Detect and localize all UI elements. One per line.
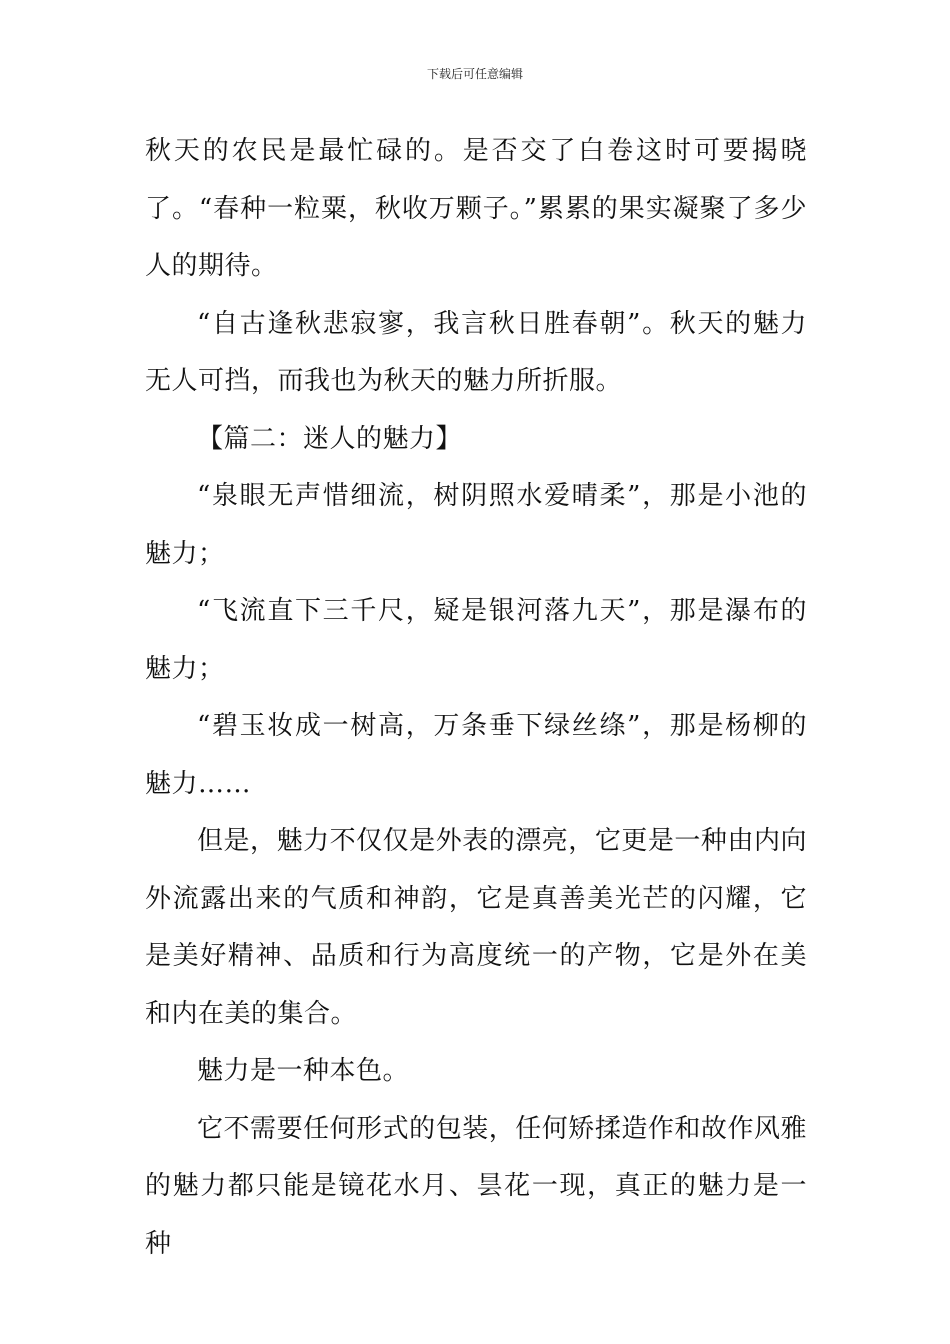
document-body <box>145 123 807 1273</box>
paragraph-pond: “泉眼无声惜细流，树阴照水爱晴柔”，那是小池的魅力； <box>145 481 807 569</box>
paragraph-no-packaging: 它不需要任何形式的包装，任何矫揉造作和故作风雅的魅力都只能是镜花水月、昙花一现，真正的魅力是一种 <box>145 1113 807 1259</box>
paragraph-inner-beauty: 但是，魅力不仅仅是外表的漂亮，它更是一种由内向外流露出来的气质和神韵，它是真善美光芒的闪耀，它是美好精神、品质和行为高度统一的产物，它是外在美和内在美的集合。 <box>145 826 807 1029</box>
paragraph-willow: “碧玉妆成一树高，万条垂下绿丝绦”，那是杨柳的魅力…… <box>145 711 807 799</box>
section-heading: 【篇二：迷人的魅力】 <box>197 423 463 454</box>
paragraph-true-color: 魅力是一种本色。 <box>197 1056 410 1086</box>
paragraph-autumn-charm: “自古逢秋悲寂寥，我言秋日胜春朝”。秋天的魅力无人可挡，而我也为秋天的魅力所折服。 <box>145 308 807 396</box>
paragraph-autumn-farmers: 秋天的农民是最忙碌的。是否交了白卷这时可要揭晓了。“春种一粒粟，秋收万颗子。”累累的果实凝聚了多少人的期待。 <box>145 136 807 281</box>
page-header-note: 下载后可任意编辑 <box>426 67 523 81</box>
paragraph-waterfall: “飞流直下三千尺，疑是银河落九天”，那是瀑布的魅力； <box>145 596 807 684</box>
